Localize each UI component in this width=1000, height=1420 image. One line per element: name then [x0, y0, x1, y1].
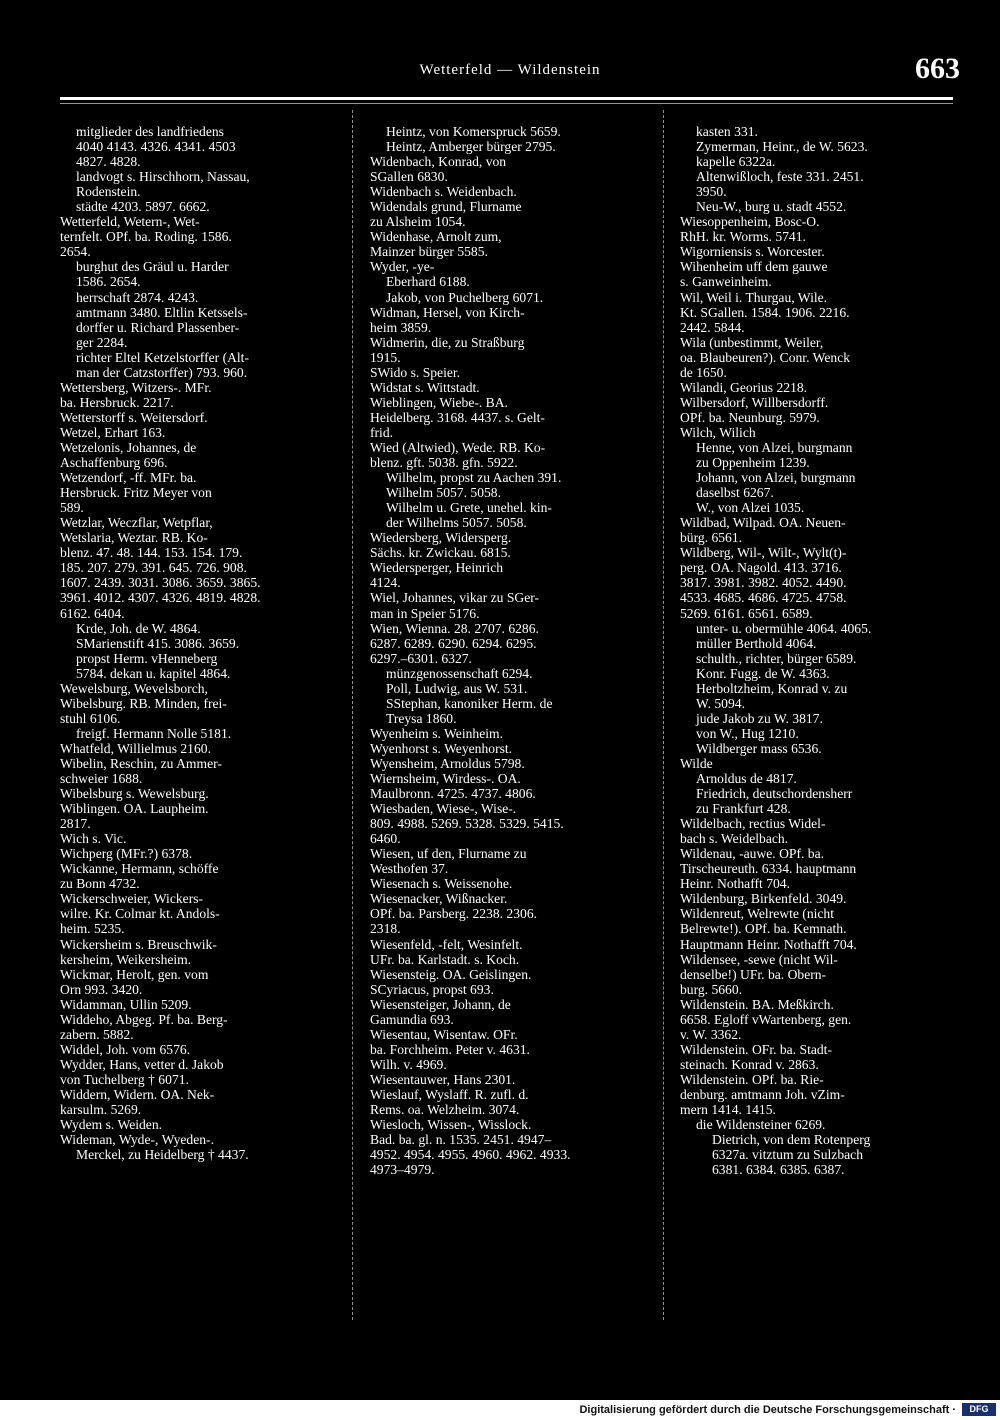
index-line: 4040 4143. 4326. 4341. 4503 — [76, 139, 236, 155]
index-line: Widendals grund, Flurname — [370, 199, 522, 215]
index-line: Bad. ba. gl. n. 1535. 2451. 4947– — [370, 1132, 552, 1148]
index-line: 4533. 4685. 4686. 4725. 4758. — [680, 590, 847, 606]
index-line: kapelle 6322a. — [696, 154, 776, 170]
index-line: Wildelbach, rectius Widel- — [680, 816, 826, 832]
index-line: Widdel, Joh. vom 6576. — [60, 1041, 191, 1057]
index-line: Wibelsburg. RB. Minden, frei- — [60, 695, 227, 711]
index-line: bach s. Weidelbach. — [680, 831, 789, 847]
index-line: Westhofen 37. — [370, 861, 449, 877]
index-column-1 — [60, 124, 336, 1162]
column-divider — [352, 110, 353, 1320]
index-line: Wien, Wienna. 28. 2707. 6286. — [370, 620, 539, 636]
index-line: Arnoldus de 4817. — [696, 771, 797, 787]
index-line: Wilbersdorf, Willbersdorff. — [680, 394, 829, 410]
index-line: kersheim, Weikersheim. — [60, 951, 192, 967]
index-line: zu Oppenheim 1239. — [696, 455, 810, 471]
index-line: Wiedersperger, Heinrich — [370, 560, 504, 576]
index-line: 4827. 4828. — [76, 154, 141, 170]
index-line: Jakob, von Puchelberg 6071. — [386, 289, 544, 305]
index-line: Widstat s. Wittstadt. — [370, 379, 480, 395]
index-line: blenz. gft. 5038. gfn. 5922. — [370, 455, 518, 471]
index-line: Wydem s. Weiden. — [60, 1117, 163, 1133]
index-line: 5269. 6161. 6561. 6589. — [680, 605, 813, 621]
index-line: freigf. Hermann Nolle 5181. — [76, 725, 232, 741]
index-line: die Wildensteiner 6269. — [696, 1117, 826, 1133]
index-line: Treysa 1860. — [386, 710, 457, 726]
index-line: 6287. 6289. 6290. 6294. 6295. — [370, 635, 537, 651]
index-line: Wickmar, Herolt, gen. vom — [60, 966, 209, 982]
index-line: Wetterfeld, Wetern-, Wet- — [60, 214, 200, 230]
index-line: Mainzer bürger 5585. — [370, 244, 488, 260]
index-line: Krde, Joh. de W. 4864. — [76, 620, 201, 636]
index-line: s. Ganweinheim. — [680, 274, 772, 290]
index-line: Wildensee, -sewe (nicht Wil- — [680, 951, 838, 967]
index-line: OPf. ba. Neunburg. 5979. — [680, 409, 820, 425]
index-line: denburg. amtmann Joh. vZim- — [680, 1087, 845, 1102]
index-line: Wewelsburg, Wevelsborch, — [60, 680, 208, 696]
index-line: stuhl 6106. — [60, 710, 121, 726]
index-line: Wildbad, Wilpad. OA. Neuen- — [680, 515, 846, 531]
index-line: 2318. — [370, 921, 401, 937]
index-line: Neu-W., burg u. stadt 4552. — [696, 199, 847, 215]
index-line: 1607. 2439. 3031. 3086. 3659. 3865. — [60, 575, 261, 591]
header-rule — [60, 97, 953, 100]
index-line: 5784. dekan u. kapitel 4864. — [76, 665, 231, 681]
index-line: Wetzendorf, -ff. MFr. ba. — [60, 470, 197, 486]
index-line: münzgenossenschaft 6294. — [386, 665, 533, 681]
index-line: Wetslaria, Weztar. RB. Ko- — [60, 530, 208, 546]
index-line: Maulbronn. 4725. 4737. 4806. — [370, 786, 536, 802]
index-line: SCyriacus, propst 693. — [370, 981, 494, 997]
index-line: SGallen 6830. — [370, 169, 448, 185]
index-line: Wilandi, Georius 2218. — [680, 379, 808, 395]
index-line: de 1650. — [680, 364, 727, 380]
index-line: Wibelin, Reschin, zu Ammer- — [60, 755, 222, 771]
index-line: Heintz, Amberger bürger 2795. — [386, 139, 556, 155]
index-line: Wila (unbestimmt, Weiler, — [680, 334, 824, 350]
index-line: Wyenhorst s. Weyenhorst. — [370, 740, 513, 756]
index-line: Wil, Weil i. Thurgau, Wile. — [680, 289, 828, 305]
index-line: Wiesensteig. OA. Geislingen. — [370, 966, 532, 982]
index-line: SStephan, kanoniker Herm. de — [386, 695, 553, 711]
index-line: 4124. — [370, 575, 401, 591]
index-line: Wyenheim s. Weinheim. — [370, 725, 503, 741]
index-line: Wiesentau, Wisentaw. OFr. — [370, 1026, 518, 1042]
index-line: Sächs. kr. Zwickau. 6815. — [370, 545, 511, 561]
index-line: karsulm. 5269. — [60, 1102, 142, 1118]
index-line: Zymerman, Heinr., de W. 5623. — [696, 139, 868, 155]
index-line: W., von Alzei 1035. — [696, 500, 805, 516]
index-line: Wiedersberg, Widersperg. — [370, 530, 512, 546]
index-line: Wiesenach s. Weissenohe. — [370, 876, 513, 892]
index-line: 589. — [60, 500, 84, 516]
index-line: Hauptmann Heinr. Nothafft 704. — [680, 936, 857, 952]
index-line: Widman, Hersel, von Kirch- — [370, 304, 525, 320]
index-line: Wilhelm u. Grete, unehel. kin- — [386, 500, 552, 516]
index-line: zu Frankfurt 428. — [696, 801, 791, 817]
index-line: Heintz, von Komerspruck 5659. — [386, 124, 561, 139]
index-line: 6460. — [370, 831, 401, 847]
index-line: Wieslauf, Wyslaff. R. zufl. d. — [370, 1087, 529, 1102]
index-line: müller Berthold 4064. — [696, 635, 817, 651]
index-line: 6162. 6404. — [60, 605, 125, 621]
index-line: wilre. Kr. Colmar kt. Andols- — [60, 906, 220, 922]
index-line: steinach. Konrad v. 2863. — [680, 1056, 819, 1072]
index-line: Wickanne, Hermann, schöffe — [60, 861, 219, 877]
index-line: Konr. Fugg. de W. 4363. — [696, 665, 830, 681]
index-line: Wyder, -ye- — [370, 259, 435, 275]
index-line: 6297.–6301. 6327. — [370, 650, 472, 666]
index-line: Dietrich, von dem Rotenperg — [712, 1132, 871, 1148]
index-line: Wiel, Johannes, vikar zu SGer- — [370, 590, 540, 606]
index-line: zu Bonn 4732. — [60, 876, 140, 892]
index-line: Hersbruck. Fritz Meyer von — [60, 485, 212, 501]
page-number: 663 — [915, 52, 960, 85]
index-line: zu Alsheim 1054. — [370, 214, 466, 230]
index-line: man in Speier 5176. — [370, 605, 480, 621]
index-line: 809. 4988. 5269. 5328. 5329. 5415. — [370, 816, 564, 832]
index-line: Kt. SGallen. 1584. 1906. 2216. — [680, 304, 850, 320]
index-line: RhH. kr. Worms. 5741. — [680, 229, 806, 245]
index-line: 185. 207. 279. 391. 645. 726. 908. — [60, 560, 247, 576]
index-line: Eberhard 6188. — [386, 274, 470, 290]
index-line: Herboltzheim, Konrad v. zu — [696, 680, 848, 696]
index-line: der Wilhelms 5057. 5058. — [386, 515, 527, 531]
index-line: ba. Forchheim. Peter v. 4631. — [370, 1041, 530, 1057]
index-line: blenz. 47. 48. 144. 153. 154. 179. — [60, 545, 243, 561]
index-line: Widdern, Widern. OA. Nek- — [60, 1087, 215, 1102]
index-line: kasten 331. — [696, 124, 758, 139]
index-line: Widamman, Ullin 5209. — [60, 996, 192, 1012]
index-line: v. W. 3362. — [680, 1026, 742, 1042]
index-line: dorffer u. Richard Plassenber- — [76, 319, 240, 335]
running-head — [60, 52, 960, 94]
index-line: Wilh. v. 4969. — [370, 1056, 447, 1072]
index-line: Wydder, Hans, vetter d. Jakob — [60, 1056, 224, 1072]
index-line: Wich s. Vic. — [60, 831, 127, 847]
index-line: Aschaffenburg 696. — [60, 455, 168, 471]
index-line: Orn 993. 3420. — [60, 981, 143, 997]
index-line: Wibelsburg s. Wewelsburg. — [60, 786, 209, 802]
index-line: richter Eltel Ketzelstorffer (Alt- — [76, 349, 249, 365]
index-line: ba. Hersbruck. 2217. — [60, 394, 174, 410]
index-line: städte 4203. 5897. 6662. — [76, 199, 210, 215]
index-line: 4973–4979. — [370, 1162, 435, 1178]
index-line: UFr. ba. Karlstadt. s. Koch. — [370, 951, 520, 967]
index-line: Wiesbaden, Wiese-, Wise-. — [370, 801, 517, 817]
index-line: Wiesensteiger, Johann, de — [370, 996, 511, 1012]
dfg-logo: DFG — [962, 1403, 996, 1416]
index-line: Wihenheim uff dem gauwe — [680, 259, 828, 275]
index-line: Tirscheureuth. 6334. hauptmann — [680, 861, 857, 877]
index-line: frid. — [370, 424, 394, 440]
index-line: Wied (Altwied), Wede. RB. Ko- — [370, 439, 546, 455]
index-line: Heidelberg. 3168. 4437. s. Gelt- — [370, 409, 545, 425]
index-line: Widenbach s. Weidenbach. — [370, 184, 517, 200]
index-line: Whatfeld, Willielmus 2160. — [60, 740, 211, 756]
funding-credit: Digitalisierung gefördert durch die Deutsche Forschungsgemeinschaft · — [579, 1404, 956, 1416]
index-line: SMarienstift 415. 3086. 3659. — [76, 635, 240, 651]
index-line: burghut des Gräul u. Harder — [76, 259, 229, 275]
index-line: SWido s. Speier. — [370, 364, 461, 380]
index-line: Wideman, Wyde-, Wyeden-. — [60, 1132, 214, 1148]
index-line: Gamundia 693. — [370, 1011, 454, 1027]
index-line: Belrewte!). OPf. ba. Kemnath. — [680, 921, 847, 937]
index-line: Wiblingen. OA. Laupheim. — [60, 801, 209, 817]
index-line: Wieblingen, Wiebe-. BA. — [370, 394, 508, 410]
index-line: 1915. — [370, 349, 401, 365]
index-line: Wiesentauwer, Hans 2301. — [370, 1071, 516, 1087]
index-line: von Tuchelberg † 6071. — [60, 1071, 189, 1087]
index-line: Wildenstein. OFr. ba. Stadt- — [680, 1041, 832, 1057]
column-divider — [663, 110, 664, 1320]
index-line: Merckel, zu Heidelberg † 4437. — [76, 1147, 249, 1163]
index-line: Widenbach, Konrad, von — [370, 154, 507, 170]
index-line: Wiesenfeld, -felt, Wesinfelt. — [370, 936, 523, 952]
index-line: Wildenstein. BA. Meßkirch. — [680, 996, 834, 1012]
index-line: Wichperg (MFr.?) 6378. — [60, 846, 193, 862]
index-line: 3817. 3981. 3982. 4052. 4490. — [680, 575, 847, 591]
index-line: Wickerschweier, Wickers- — [60, 891, 204, 907]
index-column-3 — [680, 124, 956, 1177]
index-line: Widmerin, die, zu Straßburg — [370, 334, 525, 350]
index-line: amtmann 3480. Eltlin Ketssels- — [76, 304, 248, 320]
index-line: Wilde — [680, 755, 713, 771]
index-line: 2654. — [60, 244, 91, 260]
index-line: Johann, von Alzei, burgmann — [696, 470, 856, 486]
index-line: zabern. 5882. — [60, 1026, 134, 1042]
index-line: Wilhelm, propst zu Aachen 391. — [386, 470, 562, 486]
index-line: Wiesoppenheim, Bosc-O. — [680, 214, 820, 230]
index-line: Wildenau, -auwe. OPf. ba. — [680, 846, 825, 862]
index-line: perg. OA. Nagold. 413. 3716. — [680, 560, 842, 576]
index-line: 1586. 2654. — [76, 274, 141, 290]
index-line: daselbst 6267. — [696, 485, 774, 501]
index-line: Altenwißloch, feste 331. 2451. — [696, 169, 864, 185]
index-line: 4952. 4954. 4955. 4960. 4962. 4933. — [370, 1147, 571, 1163]
index-line: propst Herm. vHenneberg — [76, 650, 218, 666]
index-line: Rodenstein. — [76, 184, 141, 200]
header-rule-thin — [60, 103, 953, 104]
index-line: 2817. — [60, 816, 91, 832]
index-line: 6327a. vitztum zu Sulzbach — [712, 1147, 864, 1163]
index-line: schulth., richter, bürger 6589. — [696, 650, 857, 666]
index-line: Wiesenacker, Wißnacker. — [370, 891, 508, 907]
index-line: bürg. 6561. — [680, 530, 743, 546]
index-line: Wigorniensis s. Worcester. — [680, 244, 825, 260]
index-line: Wetzlar, Weczflar, Wetpflar, — [60, 515, 213, 531]
index-line: herrschaft 2874. 4243. — [76, 289, 199, 305]
index-line: 3961. 4012. 4307. 4326. 4819. 4828. — [60, 590, 261, 606]
index-line: Wildenburg, Birkenfeld. 3049. — [680, 891, 847, 907]
index-column-2 — [370, 124, 646, 1177]
index-line: 6658. Egloff vWartenberg, gen. — [680, 1011, 852, 1027]
index-line: Wetzel, Erhart 163. — [60, 424, 166, 440]
index-line: Wickersheim s. Breuschwik- — [60, 936, 217, 952]
index-line: mitglieder des landfriedens — [76, 124, 224, 139]
index-line: ternfelt. OPf. ba. Roding. 1586. — [60, 229, 232, 245]
index-line: ger 2284. — [76, 334, 128, 350]
index-line: Poll, Ludwig, aus W. 531. — [386, 680, 528, 696]
index-line: unter- u. obermühle 4064. 4065. — [696, 620, 872, 636]
index-line: von W., Hug 1210. — [696, 725, 799, 741]
running-title: Wetterfeld — Wildenstein — [419, 62, 601, 78]
index-line: heim. 5235. — [60, 921, 125, 937]
index-line: Wiesloch, Wissen-, Wisslock. — [370, 1117, 532, 1133]
index-line: Wildberger mass 6536. — [696, 740, 822, 756]
index-line: 3950. — [696, 184, 727, 200]
index-line: Wyensheim, Arnoldus 5798. — [370, 755, 525, 771]
index-line: Rems. oa. Welzheim. 3074. — [370, 1102, 520, 1118]
index-line: 2442. 5844. — [680, 319, 745, 335]
index-line: oa. Blaubeuren?). Conr. Wenck — [680, 349, 851, 365]
index-line: Widdeho, Abgeg. Pf. ba. Berg- — [60, 1011, 228, 1027]
index-line: landvogt s. Hirschhorn, Nassau, — [76, 169, 250, 185]
index-line: Henne, von Alzei, burgmann — [696, 439, 853, 455]
index-line: Wildenstein. OPf. ba. Rie- — [680, 1071, 824, 1087]
index-line: Wildenreut, Welrewte (nicht — [680, 906, 834, 922]
index-line: Friedrich, deutschordensherr — [696, 786, 853, 802]
index-line: Wiernsheim, Wirdess-. OA. — [370, 771, 521, 787]
index-line: Wildberg, Wil-, Wilt-, Wylt(t)- — [680, 545, 847, 561]
index-line: Wetzelonis, Johannes, de — [60, 439, 197, 455]
index-line: Wetterstorff s. Weitersdorf. — [60, 409, 208, 425]
index-line: heim 3859. — [370, 319, 432, 335]
index-line: OPf. ba. Parsberg. 2238. 2306. — [370, 906, 538, 922]
index-line: burg. 5660. — [680, 981, 743, 997]
index-line: Wettersberg, Witzers-. MFr. — [60, 379, 212, 395]
index-line: denselbe!) UFr. ba. Obern- — [680, 966, 827, 982]
index-line: W. 5094. — [696, 695, 745, 711]
index-line: Heinr. Nothafft 704. — [680, 876, 790, 892]
index-line: Wilhelm 5057. 5058. — [386, 485, 501, 501]
index-line: schweier 1688. — [60, 771, 143, 787]
index-line: jude Jakob zu W. 3817. — [696, 710, 823, 726]
index-line: man der Catzstorffer) 793. 960. — [76, 364, 248, 380]
footer-bar — [0, 1400, 1000, 1420]
index-line: 6381. 6384. 6385. 6387. — [712, 1162, 845, 1178]
index-line: Widenhase, Arnolt zum, — [370, 229, 502, 245]
index-line: Wilch, Wilich — [680, 424, 756, 440]
index-line: mern 1414. 1415. — [680, 1102, 776, 1118]
index-line: Wiesen, uf den, Flurname zu — [370, 846, 527, 862]
